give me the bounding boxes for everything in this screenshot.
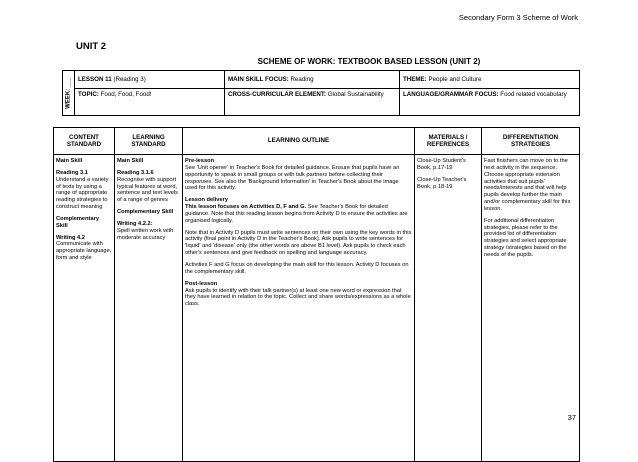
content-complementary-text: Communicate with appropriate language, form and style <box>56 241 112 262</box>
learning-complementary-heading: Complementary Skill <box>117 209 174 216</box>
cross-curricular-cell <box>225 89 400 116</box>
lesson-delivery-text: See Teacher's Book for detailed guidance. Note that this reading lesson begins from Activity D to ensure the activities are organised logically. <box>185 204 408 224</box>
learning-complementary-code: Writing 4.2.2: <box>117 220 153 227</box>
running-header: Secondary Form 3 Scheme of Work <box>458 13 578 22</box>
activities-fg-note: Activities F and G focus on developing the main skill for this lesson. Activity D focuses on the complementary skill. <box>185 261 409 275</box>
topic-cell <box>75 89 225 116</box>
material-item: Close-Up Student's Book, p.17-19 <box>417 158 466 171</box>
materials-cell <box>415 155 482 462</box>
learning-standard-cell <box>115 155 183 462</box>
content-main-skill-code: Reading 3.1 <box>56 169 88 176</box>
lesson-delivery-bold: This lesson focuses on Activities D, F and G. <box>185 204 307 211</box>
main-skill-value: Reading <box>290 75 314 83</box>
material-item: Close-Up Teacher's Book, p.18-19 <box>417 176 467 190</box>
theme-cell <box>400 71 580 89</box>
column-header-differentiation: DIFFERENTIATION STRATEGIES <box>482 128 580 155</box>
column-header-content-standard: CONTENT STANDARD <box>54 128 115 155</box>
learning-complementary-text: Spell written work with moderate accuracy <box>117 227 174 241</box>
differentiation-cell <box>482 155 580 462</box>
learning-main-skill-heading: Main Skill <box>117 158 144 164</box>
lesson-delivery-heading: Lesson delivery <box>185 197 228 204</box>
week-cell <box>63 71 75 116</box>
differentiation-paragraph: For additional differentiation strategies, please refer to the provided list of differentiation strategies and select appropriate strategy /strategies based on the needs of the pupils. <box>484 217 567 258</box>
column-header-learning-standard: LEARNING STANDARD <box>115 128 183 155</box>
content-complementary-code: Writing 4.2 <box>56 234 85 241</box>
topic-value: Food, Food, Food! <box>100 91 152 98</box>
scheme-table <box>53 127 580 462</box>
page-number: 37 <box>567 413 576 422</box>
language-focus-label: LANGUAGE/GRAMMAR FOCUS: <box>403 91 499 98</box>
learning-outline-cell <box>183 155 415 462</box>
topic-label: TOPIC: <box>78 91 99 98</box>
main-skill-cell <box>225 71 400 89</box>
content-main-skill-heading: Main Skill <box>56 158 83 164</box>
column-header-materials: MATERIALS / REFERENCES <box>415 128 482 155</box>
lesson-cell <box>75 71 225 89</box>
content-standard-cell <box>54 155 115 462</box>
cross-curricular-label: CROSS-CURRICULAR ELEMENT: <box>228 91 326 98</box>
lesson-label: LESSON 11 <box>78 75 112 83</box>
main-skill-label: MAIN SKILL FOCUS: <box>228 75 289 83</box>
pre-lesson-heading: Pre-lesson <box>185 158 215 164</box>
learning-main-skill-text: Recognise with support typical features at word, sentence and text levels of a range of genres <box>117 176 179 204</box>
unit-title: UNIT 2 <box>76 41 107 52</box>
lesson-value: (Reading 3) <box>113 75 146 83</box>
language-focus-value: Food related vocabulary <box>500 91 567 98</box>
week-label: WEEK: ___ <box>64 77 71 109</box>
theme-label: THEME: <box>403 75 427 83</box>
post-lesson-heading: Post-lesson <box>185 280 218 287</box>
language-focus-cell <box>400 89 580 116</box>
differentiation-paragraph: Fast finishers can move on to the next activity in the sequence. Choose appropriate extension activities that suit pupils' needs/interests and that will help pupils develop further the main and/or complementary skill for this lesson. <box>484 158 571 212</box>
learning-main-skill-code: Reading 3.1.6 <box>117 169 154 176</box>
cross-curricular-value: Global Sustainability <box>327 91 384 98</box>
lesson-delivery-paragraph <box>185 204 412 225</box>
lesson-info-table <box>62 70 580 116</box>
pre-lesson-text: See 'Unit opener' in Teacher's Book for detailed guidance. Ensure that pupils have an opportunity to speak in small groups or with talk partners before collecting their responses. See also the 'Background Information' in Teacher's Book about the image used for this activity. <box>185 164 400 192</box>
column-header-learning-outline: LEARNING OUTLINE <box>183 128 415 155</box>
content-main-skill-text: Understand a variety of texts by using a range of appropriate reading strategies to construct meaning <box>56 176 109 211</box>
scheme-title: SCHEME OF WORK: TEXTBOOK BASED LESSON (UNIT 2) <box>257 57 481 66</box>
content-complementary-heading: Complementary Skill <box>56 215 99 229</box>
activity-d-note: Note that in Activity D pupils must write sentences on their own using the key words in this activity (final point in Activity D in the Teacher's Book). Ask pupils to write sentences for 'liquid' and 'disease' only (the other words are above B1 level). Ask pupils to check each other's sentences and give feedback on spelling and language accuracy. <box>185 229 412 257</box>
post-lesson-text: Ask pupils to identify with their talk partner(s) at least one new word or expression that they have learned in relation to the topic. Collect and share words/expressions as a whole class. <box>185 287 411 308</box>
theme-value: People and Culture <box>428 75 482 83</box>
